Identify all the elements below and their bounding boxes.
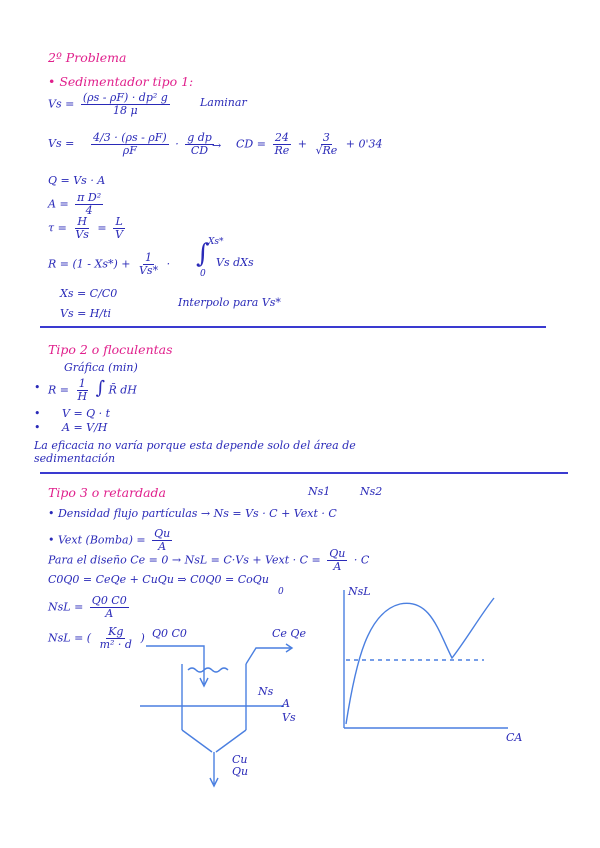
problem-title: 2º Problema — [48, 50, 127, 65]
units-den: m² · d — [99, 638, 132, 652]
ns1-label: Ns1 — [308, 485, 331, 498]
vs-general-frac-a: $\frac{4/3 \cdot (\rho s - \rho F)}{\rho F}$ · $\frac{\text{g dp}}{CD}$ — [93, 131, 212, 158]
design-lhs: Para el diseño Ce = 0 → NsL = C·Vs + Vext · C = — [48, 553, 321, 567]
cu-label: Cu — [232, 753, 248, 766]
integrand: Vs dXs — [216, 256, 254, 269]
grafica-label: Gráfica (min) — [64, 361, 138, 374]
tau-den1: Vs — [75, 228, 89, 242]
r2-integrand: R̄ dH — [108, 383, 137, 397]
bullet-r2: • — [34, 381, 41, 394]
cd-tail: + 0'34 — [345, 137, 383, 151]
vext-den: A — [158, 540, 167, 554]
ns2-label: Ns2 — [360, 485, 383, 498]
r-dot: · — [166, 257, 171, 271]
nsl-den: A — [105, 607, 114, 621]
tau-eq: = — [97, 221, 107, 235]
a-den: 4 — [85, 204, 93, 218]
xs-formula: Xs = C/C0 — [60, 287, 118, 300]
flux-density-line: • Densidad flujo partículas → Ns = Vs · C + Vext · C — [48, 507, 337, 520]
bullet-v: • — [34, 407, 41, 420]
vs-ti-formula: Vs = H/ti — [60, 307, 112, 320]
r2-formula: R = $\frac{1}{H}$ ∫ R̄ dH — [48, 377, 137, 404]
cd-t2-num: 3 — [322, 131, 330, 144]
section3-heading: Tipo 3 o retardada — [48, 485, 166, 500]
tau-den2: V — [115, 228, 124, 242]
nsl-num: Q0 C0 — [91, 594, 127, 607]
vs2-num-a: 4/3 · (ρs - ρF) — [93, 131, 167, 144]
cd-plus: + — [297, 137, 307, 151]
nsl-lhs: NsL = — [48, 600, 84, 614]
r2-num: 1 — [78, 377, 86, 390]
cd-t1-den: Re — [274, 144, 290, 158]
graph-y-label: NsL — [348, 585, 371, 598]
efficacy-note-1: La eficacia no varía porque esta depende solo del área de — [34, 439, 356, 452]
vs-general-lhs: Vs = — [48, 137, 75, 150]
overflow-label: Ce Qe — [272, 627, 306, 640]
vs2-den-a: ρF — [122, 144, 137, 158]
r2-lhs: R = — [48, 383, 69, 397]
vs-tag: Vs — [282, 711, 296, 724]
inflow-label: Q0 C0 — [152, 627, 187, 640]
units-num: Kg — [108, 625, 124, 638]
r2-den: H — [77, 390, 88, 404]
tau-lhs: τ = — [48, 221, 67, 235]
vs2-den-b: CD — [190, 144, 209, 158]
a-tag: A — [282, 697, 290, 710]
r-lhs: R = (1 - Xs*) + — [48, 257, 131, 271]
area2-formula: A = V/H — [62, 421, 108, 434]
bullet-a2: • — [34, 421, 41, 434]
integral-lower: 0 — [200, 269, 206, 279]
cd-t2-den: √Re — [315, 144, 338, 158]
q-formula: Q = Vs · A — [48, 174, 106, 187]
vs-num: (ρs - ρF) · dp² g — [82, 91, 168, 104]
graph-x-label: CA — [506, 731, 523, 744]
laminar-label: Laminar — [200, 96, 247, 109]
flux-graph — [344, 590, 508, 728]
section1-heading: • Sedimentador tipo 1: — [48, 74, 194, 89]
mass-balance: C0Q0 = CeQe + CuQu ⇒ C0Q0 = CoQu — [48, 573, 269, 586]
vs-den: 18 μ — [113, 104, 138, 118]
vs2-num-b: g dp — [187, 131, 212, 144]
tau-num2: L — [115, 215, 123, 228]
vext-lhs: • Vext (Bomba) = — [48, 533, 146, 547]
vs-lhs: Vs = — [48, 97, 75, 111]
units-rhs: ) — [140, 631, 145, 645]
design-den: A — [333, 560, 342, 574]
design-tail: · C — [353, 553, 370, 567]
design-num: Qu — [329, 547, 346, 560]
tau-num1: H — [77, 215, 87, 228]
cd-lhs: CD = — [236, 137, 266, 151]
integral-upper: Xs* — [208, 237, 224, 247]
a-num: π D² — [77, 191, 102, 204]
volume-formula: V = Q · t — [62, 407, 111, 420]
cd-t1-num: 24 — [274, 131, 289, 144]
vext-num: Qu — [154, 527, 171, 540]
ns-tag: Ns — [258, 685, 274, 698]
integral-sign: ∫ — [196, 239, 210, 269]
a-lhs: A = — [48, 197, 69, 211]
interpolation-note: Interpolo para Vs* — [178, 296, 281, 309]
section2-heading: Tipo 2 o floculentas — [48, 342, 173, 357]
qu-label: Qu — [232, 765, 249, 778]
efficacy-note-2: sedimentación — [34, 452, 116, 465]
units-lhs: NsL = ( — [48, 631, 92, 645]
zero-mark: 0 — [278, 587, 284, 597]
arrow-to-cd: → — [212, 139, 222, 152]
r-frac-den: Vs* — [138, 264, 159, 278]
r-frac-num: 1 — [145, 251, 153, 264]
